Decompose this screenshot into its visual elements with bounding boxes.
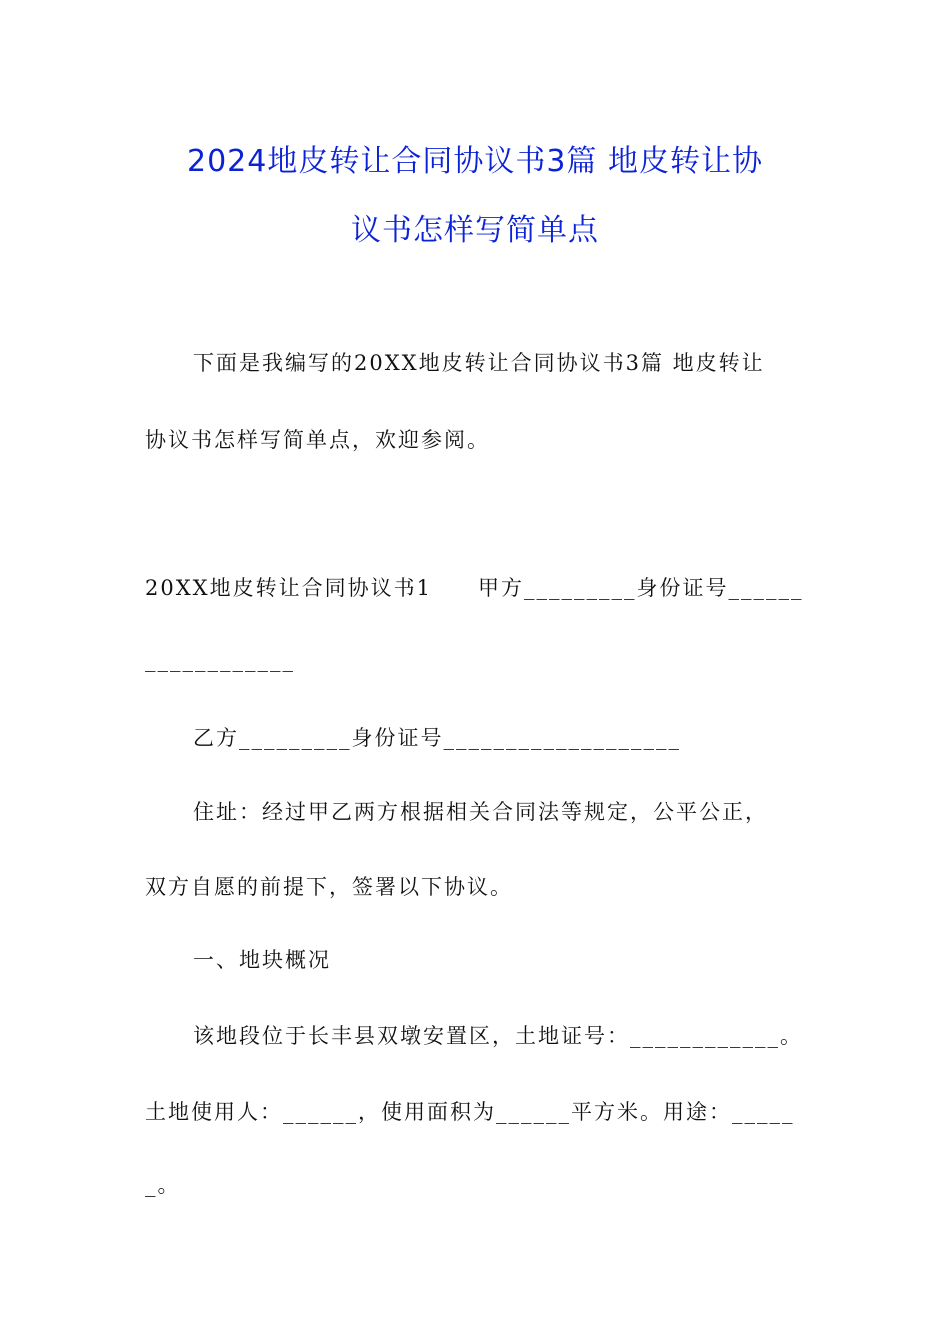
land-paragraph-line-2: 土地使用人：______，使用面积为______平方米。用途：_____ xyxy=(145,1100,795,1124)
document-title-line-2: 议书怎样写简单点 xyxy=(351,213,599,248)
address-paragraph-line-1: 住址：经过甲乙两方根据相关合同法等规定，公平公正， xyxy=(193,800,768,824)
intro-paragraph-line-2: 协议书怎样写简单点，欢迎参阅。 xyxy=(145,428,490,452)
land-paragraph-line-1: 该地段位于长丰县双墩安置区，土地证号：____________。 xyxy=(193,1024,803,1048)
land-paragraph-line-3: _。 xyxy=(145,1173,181,1197)
party-b-line: 乙方_________身份证号___________________ xyxy=(193,726,681,750)
agreement-heading-line-2: ____________ xyxy=(145,648,295,672)
document-title-line-1: 2024地皮转让合同协议书3篇 地皮转让协 xyxy=(187,144,763,179)
agreement-heading-line-1: 20XX地皮转让合同协议书1 甲方_________身份证号______ xyxy=(145,576,804,600)
section-heading-land-overview: 一、地块概况 xyxy=(193,948,331,972)
address-paragraph-line-2: 双方自愿的前提下，签署以下协议。 xyxy=(145,875,513,899)
intro-paragraph-line-1: 下面是我编写的20XX地皮转让合同协议书3篇 地皮转让 xyxy=(193,351,765,375)
